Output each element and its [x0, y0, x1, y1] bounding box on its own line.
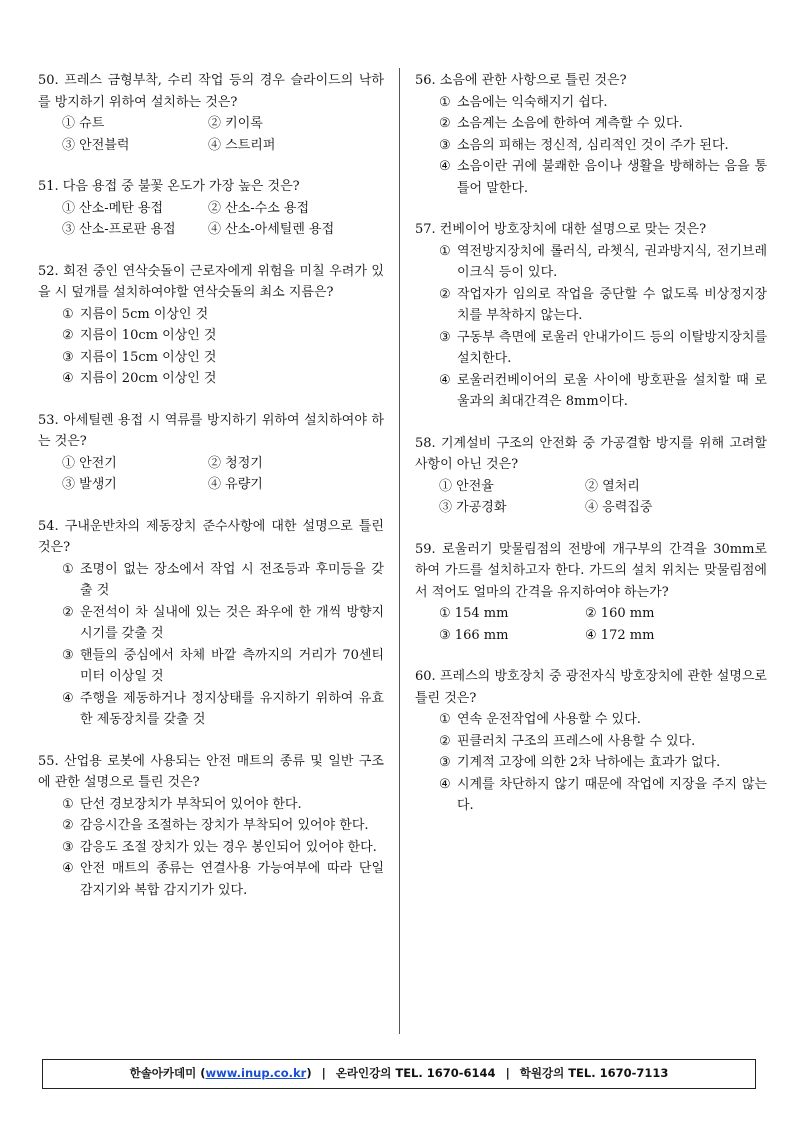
- option-number: ③: [62, 349, 74, 365]
- question-block: [415, 219, 767, 413]
- option-number: ④: [439, 372, 451, 388]
- answer-option[interactable]: [439, 709, 767, 731]
- option-text: 160 mm: [600, 606, 655, 621]
- question-block: [38, 261, 384, 390]
- answer-options: [62, 453, 384, 496]
- option-number: ①: [62, 116, 76, 131]
- answer-option[interactable]: [62, 474, 208, 496]
- option-number: ④: [585, 627, 597, 643]
- option-number: ①: [439, 712, 451, 727]
- option-text: 운전석이 차 실내에 있는 것은 좌우에 한 개씩 방향지시기를 갖출 것: [80, 604, 384, 641]
- option-number: ③: [439, 137, 451, 153]
- column-divider: [399, 68, 400, 1034]
- option-text: 단선 경보장치가 부착되어 있어야 한다.: [80, 796, 302, 812]
- answer-option[interactable]: [62, 347, 384, 369]
- separator: |: [505, 1066, 510, 1081]
- option-text: 주행을 제동하거나 정지상태를 유지하기 위하여 유효한 제동장치를 갖출 것: [80, 690, 384, 727]
- option-text: 기계적 고장에 의한 2차 낙하에는 효과가 없다.: [457, 755, 721, 770]
- option-number: ①: [62, 200, 76, 216]
- option-number: ①: [439, 94, 451, 110]
- answer-option[interactable]: [439, 731, 767, 753]
- online-phone: 온라인강의 TEL. 1670-6144: [335, 1066, 496, 1081]
- answer-option[interactable]: [208, 219, 384, 241]
- answer-option[interactable]: [62, 559, 384, 602]
- answer-options: [439, 92, 767, 200]
- option-number: ②: [439, 286, 451, 302]
- answer-option[interactable]: [208, 135, 384, 157]
- academy-link[interactable]: www.inup.co.kr: [205, 1066, 307, 1081]
- answer-option[interactable]: [439, 497, 585, 519]
- option-text: 연속 운전작업에 사용할 수 있다.: [457, 712, 641, 727]
- option-text: 지름이 20cm 이상인 것: [80, 371, 217, 386]
- answer-options: [62, 113, 384, 156]
- option-number: ③: [62, 839, 74, 855]
- option-text: 유량기: [225, 477, 263, 492]
- option-text: 조명이 없는 장소에서 작업 시 전조등과 후미등을 갖출 것: [80, 561, 384, 598]
- option-text: 안전기: [79, 455, 117, 471]
- option-number: ①: [62, 561, 74, 577]
- option-text: 스트리퍼: [225, 137, 276, 153]
- question-text: 56. 소음에 관한 사항으로 틀린 것은?: [415, 73, 627, 88]
- answer-option[interactable]: [62, 858, 384, 901]
- answer-option[interactable]: [439, 625, 585, 647]
- option-number: ④: [208, 137, 222, 153]
- answer-option[interactable]: [439, 327, 767, 370]
- answer-option[interactable]: [208, 198, 384, 220]
- answer-options: [439, 241, 767, 413]
- option-text: 구동부 측면에 로울러 안내가이드 등의 이탈방지장치를 설치한다.: [457, 329, 767, 366]
- answer-option[interactable]: [62, 113, 208, 135]
- option-text: 지름이 5cm 이상인 것: [80, 306, 209, 322]
- option-text: 166 mm: [454, 627, 509, 643]
- option-text: 154 mm: [454, 606, 509, 621]
- answer-option[interactable]: [439, 370, 767, 413]
- option-number: ①: [439, 243, 451, 259]
- question-block: [415, 666, 767, 817]
- option-text: 소음의 피해는 정신적, 심리적인 것이 주가 된다.: [457, 137, 729, 153]
- option-number: ②: [62, 604, 74, 620]
- answer-options: [439, 603, 767, 646]
- option-number: ④: [585, 500, 599, 515]
- offline-phone: 학원강의 TEL. 1670-7113: [519, 1066, 669, 1081]
- option-number: ①: [62, 306, 74, 322]
- answer-options: [439, 476, 767, 519]
- option-text: 핸들의 중심에서 차체 바깥 측까지의 거리가 70센티미터 이상일 것: [80, 647, 384, 684]
- question-text: 59. 로울러기 맞물림점의 전방에 개구부의 간격을 30mm로 하여 가드를 설치하고자 한다. 가드의 설치 위치는 맞물림점에서 적어도 얼마의 간격을 유지하여야 하는가?: [415, 541, 767, 600]
- answer-option[interactable]: [439, 284, 767, 327]
- option-number: ④: [439, 159, 451, 174]
- option-number: ③: [439, 755, 451, 770]
- answer-option[interactable]: [62, 325, 384, 347]
- option-number: ②: [585, 478, 599, 494]
- option-number: ②: [208, 455, 222, 471]
- answer-options: [62, 198, 384, 241]
- question-text: 53. 아세틸렌 용접 시 역류를 방지하기 위하여 설치하여야 하는 것은?: [38, 412, 384, 449]
- option-number: ④: [62, 861, 74, 876]
- option-number: ③: [439, 500, 453, 515]
- option-number: ③: [62, 477, 76, 492]
- answer-option[interactable]: [62, 219, 208, 241]
- option-text: 산소-메탄 용접: [79, 200, 164, 216]
- answer-option[interactable]: [62, 135, 208, 157]
- answer-option[interactable]: [62, 453, 208, 475]
- option-text: 산소-수소 용접: [225, 200, 310, 216]
- option-text: 역전방지장치에 롤러식, 라쳇식, 권과방지식, 전기브레이크식 등이 있다.: [457, 243, 767, 280]
- option-text: 시계를 차단하지 않기 때문에 작업에 지장을 주지 않는다.: [457, 776, 767, 813]
- answer-option[interactable]: [585, 625, 767, 647]
- option-text: 지름이 15cm 이상인 것: [80, 349, 217, 365]
- option-text: 로울러컨베이어의 로울 사이에 방호판을 설치할 때 로울과의 최대간격은 8mm이다.: [457, 372, 767, 409]
- question-text: 60. 프레스의 방호장치 중 광전자식 방호장치에 관한 설명으로 틀린 것은?: [415, 669, 767, 706]
- option-number: ④: [62, 690, 74, 706]
- option-number: ②: [62, 328, 74, 343]
- option-text: 핀클러치 구조의 프레스에 사용할 수 있다.: [457, 733, 696, 749]
- option-number: ③: [439, 329, 451, 345]
- option-text: 청정기: [225, 455, 263, 471]
- answer-option[interactable]: [585, 497, 767, 519]
- option-text: 슈트: [79, 116, 105, 131]
- answer-option[interactable]: [439, 241, 767, 284]
- question-block: [38, 751, 384, 902]
- question-block: [415, 539, 767, 647]
- option-text: 발생기: [79, 477, 117, 492]
- option-text: 감응도 조절 장치가 있는 경우 봉인되어 있어야 한다.: [80, 839, 377, 855]
- answer-option[interactable]: [62, 645, 384, 688]
- question-text: 54. 구내운반차의 제동장치 준수사항에 대한 설명으로 틀린 것은?: [38, 518, 384, 555]
- answer-options: [62, 559, 384, 731]
- option-number: ①: [62, 455, 76, 471]
- option-number: ②: [585, 606, 597, 621]
- option-number: ④: [439, 776, 451, 792]
- answer-option[interactable]: [62, 688, 384, 731]
- option-text: 산소-아세틸렌 용접: [225, 222, 335, 237]
- option-text: 소음계는 소음에 한하여 계측할 수 있다.: [457, 116, 683, 131]
- option-text: 감응시간을 조절하는 장치가 부착되어 있어야 한다.: [80, 818, 369, 833]
- answer-option[interactable]: [585, 476, 767, 498]
- option-number: ③: [62, 137, 76, 153]
- question-block: [38, 516, 384, 731]
- answer-option[interactable]: [439, 752, 767, 774]
- option-number: ①: [439, 478, 453, 494]
- option-number: ③: [62, 222, 76, 237]
- option-text: 산소-프로판 용접: [79, 222, 176, 237]
- question-block: [38, 70, 384, 156]
- option-text: 안전율: [456, 478, 494, 494]
- option-text: 키이록: [225, 116, 263, 131]
- option-text: 소음이란 귀에 불쾌한 음이나 생활을 방해하는 음을 통틀어 말한다.: [457, 159, 767, 196]
- option-text: 안전블럭: [79, 137, 130, 153]
- question-block: [415, 70, 767, 199]
- answer-option[interactable]: [208, 474, 384, 496]
- answer-option[interactable]: [62, 368, 384, 390]
- option-number: ①: [62, 796, 74, 812]
- option-number: ①: [439, 606, 451, 621]
- option-text: 응력집중: [602, 500, 653, 515]
- option-number: ②: [439, 116, 451, 131]
- question-text: 55. 산업용 로봇에 사용되는 안전 매트의 종류 및 일반 구조에 관한 설명으로 틀린 것은?: [38, 753, 384, 790]
- option-text: 안전 매트의 종류는 연결사용 가능여부에 따라 단일 감지기와 복합 감지기가 있다.: [80, 861, 384, 898]
- answer-option[interactable]: [439, 92, 767, 114]
- answer-option[interactable]: [62, 815, 384, 837]
- answer-option[interactable]: [439, 603, 585, 625]
- option-number: ②: [62, 818, 74, 833]
- url-open-paren: (: [196, 1066, 206, 1081]
- answer-option[interactable]: [208, 113, 384, 135]
- answer-options: [62, 304, 384, 390]
- answer-option[interactable]: [62, 198, 208, 220]
- question-block: [38, 176, 384, 241]
- question-text: 58. 기계설비 구조의 안전화 중 가공결함 방지를 위해 고려할 사항이 아닌 것은?: [415, 435, 767, 472]
- separator: |: [321, 1066, 326, 1081]
- option-text: 172 mm: [600, 627, 655, 643]
- option-number: ④: [208, 477, 222, 492]
- answer-option[interactable]: [439, 774, 767, 817]
- left-column: [38, 70, 384, 921]
- option-text: 소음에는 익숙해지기 쉽다.: [457, 94, 608, 110]
- academy-name: 한솔아카데미: [129, 1066, 197, 1081]
- question-text: 50. 프레스 금형부착, 수리 작업 등의 경우 슬라이드의 낙하를 방지하기 위하여 설치하는 것은?: [38, 73, 384, 110]
- option-number: ④: [62, 371, 74, 386]
- question-text: 57. 컨베이어 방호장치에 대한 설명으로 맞는 것은?: [415, 222, 707, 237]
- option-number: ③: [62, 647, 74, 663]
- option-number: ②: [439, 733, 451, 749]
- answer-options: [62, 794, 384, 902]
- right-column: [415, 70, 767, 837]
- option-number: ②: [208, 116, 222, 131]
- question-block: [38, 410, 384, 496]
- question-text: 52. 회전 중인 연삭숫돌이 근로자에게 위험을 미칠 우려가 있을 시 덮개를 설치하여야할 연삭숫돌의 최소 지름은?: [38, 263, 384, 300]
- question-text: 51. 다음 용접 중 불꽃 온도가 가장 높은 것은?: [38, 179, 300, 194]
- option-text: 열처리: [602, 478, 640, 494]
- answer-option[interactable]: [439, 135, 767, 157]
- url-close-paren: ): [306, 1066, 312, 1081]
- answer-option[interactable]: [439, 113, 767, 135]
- option-text: 지름이 10cm 이상인 것: [80, 328, 217, 343]
- answer-option[interactable]: [62, 837, 384, 859]
- option-text: 작업자가 임의로 작업을 중단할 수 없도록 비상정지장치를 부착하지 않는다.: [457, 286, 767, 323]
- footer-bar: [42, 1059, 756, 1089]
- question-block: [415, 433, 767, 519]
- option-number: ④: [208, 222, 222, 237]
- option-number: ③: [439, 627, 451, 643]
- answer-option[interactable]: [62, 304, 384, 326]
- answer-option[interactable]: [439, 476, 585, 498]
- option-number: ②: [208, 200, 222, 216]
- answer-option[interactable]: [439, 156, 767, 199]
- answer-option[interactable]: [585, 603, 767, 625]
- answer-option[interactable]: [208, 453, 384, 475]
- answer-options: [439, 709, 767, 817]
- answer-option[interactable]: [62, 602, 384, 645]
- option-text: 가공경화: [456, 500, 507, 515]
- answer-option[interactable]: [62, 794, 384, 816]
